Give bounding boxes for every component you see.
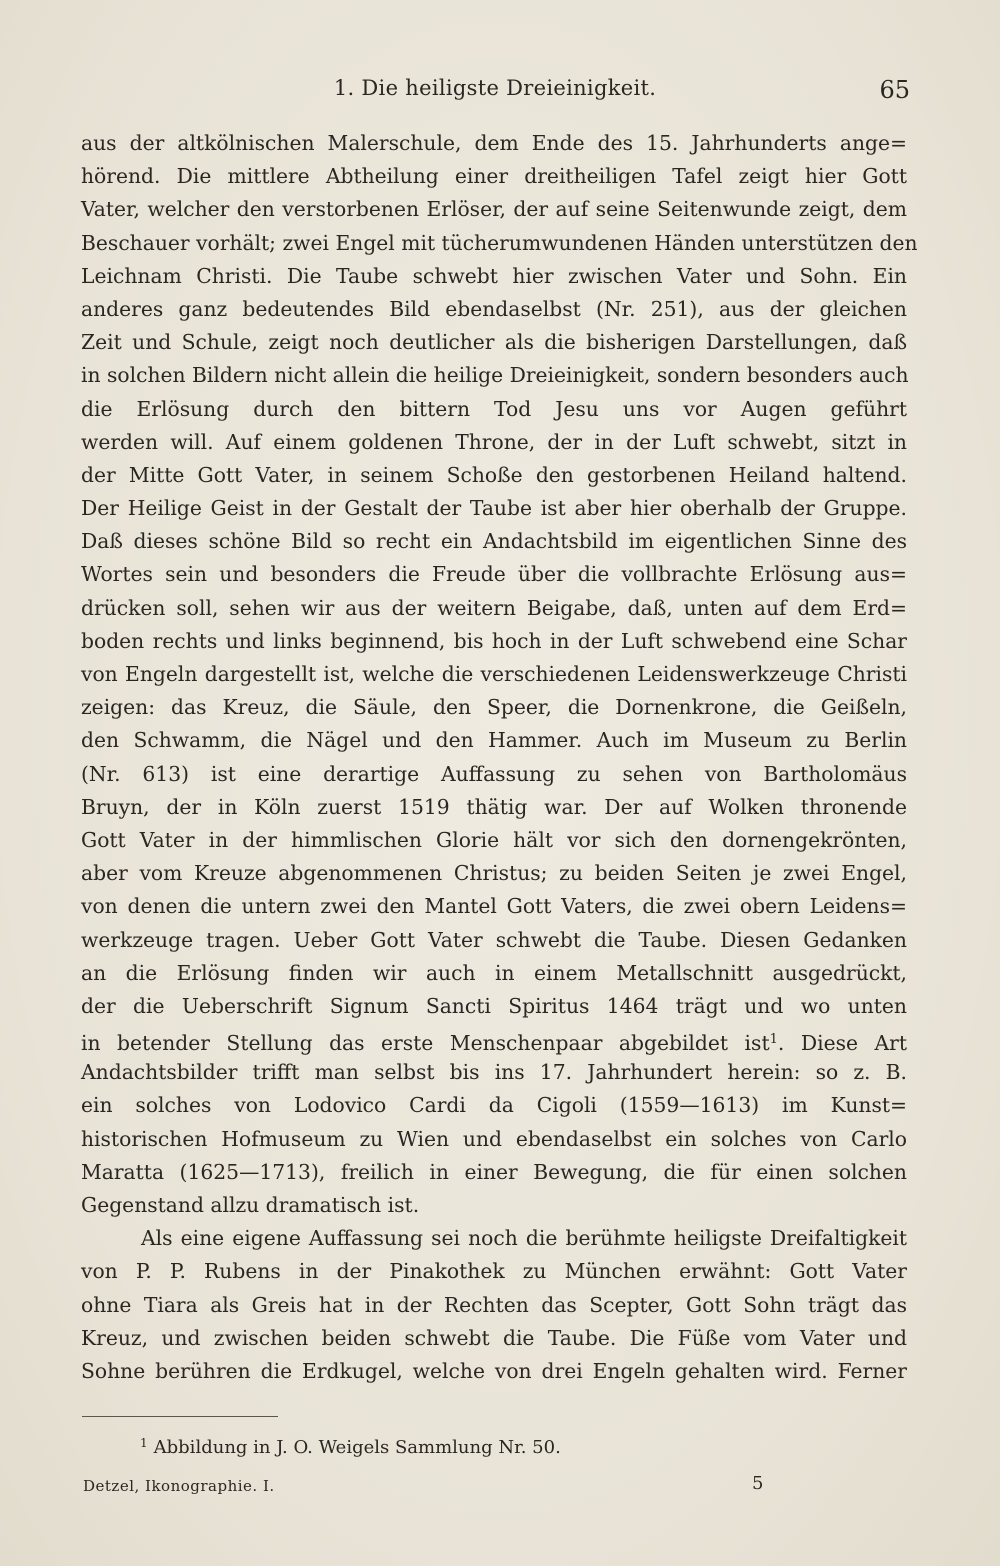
footnote <box>140 1436 561 1458</box>
text-line: von denen die untern zwei den Mantel Gott Vaters, die zwei obern Leidens= <box>81 894 907 919</box>
footnote-rule <box>82 1416 278 1417</box>
text-line: Vater, welcher den verstorbenen Erlöser, der auf seine Seitenwunde zeigt, dem <box>81 197 907 222</box>
text-line: Zeit und Schule, zeigt noch deutlicher als die bisherigen Darstellungen, daß <box>81 330 907 355</box>
text-line: Gott Vater in der himmlischen Glorie hält vor sich den dornengekrönten, <box>81 827 907 852</box>
text-line: Beschauer vorhält; zwei Engel mit tücherumwundenen Händen unterstützen den <box>81 230 918 255</box>
text-line-with-footnote-ref <box>81 1023 907 1056</box>
text-line: Andachtsbilder trifft man selbst bis ins 17. Jahrhundert herein: so z. B. <box>81 1060 907 1085</box>
text-line: der die Ueberschrift Signum Sancti Spiritus 1464 trägt und wo unten <box>81 993 907 1018</box>
text-line: Maratta (1625—1713), freilich in einer Bewegung, die für einen solchen <box>81 1159 907 1184</box>
text-line: Wortes sein und besonders die Freude über die vollbrachte Erlösung aus= <box>81 562 907 587</box>
text-line: (Nr. 613) ist eine derartige Auffassung zu sehen von Bartholomäus <box>81 761 907 786</box>
text-line: Kreuz, und zwischen beiden schwebt die Taube. Die Füße vom Vater und <box>81 1325 907 1350</box>
running-head: 1. Die heiligste Dreieinigkeit. <box>333 76 657 100</box>
signature-number: 5 <box>752 1473 764 1494</box>
text-line: Bruyn, der in Köln zuerst 1519 thätig war. Der auf Wolken thronende <box>81 794 907 819</box>
printer-signature: Detzel, Ikonographie. I. <box>83 1477 275 1495</box>
text-segment: . Diese Art <box>777 1031 907 1056</box>
text-line: anderes ganz bedeutendes Bild ebendaselbst (Nr. 251), aus der gleichen <box>81 296 907 321</box>
footnote-mark: 1 <box>140 1436 148 1450</box>
text-line: drücken soll, sehen wir aus der weitern Beigabe, daß, unten auf dem Erd= <box>81 595 907 620</box>
text-line: von Engeln dargestellt ist, welche die verschiedenen Leidenswerkzeuge Christi <box>81 662 907 686</box>
text-line: hörend. Die mittlere Abtheilung einer dreitheiligen Tafel zeigt hier Gott <box>81 164 907 189</box>
text-line: Daß dieses schöne Bild so recht ein Andachtsbild im eigentlichen Sinne des <box>81 529 907 554</box>
text-line: der Mitte Gott Vater, in seinem Schoße den gestorbenen Heiland haltend. <box>81 462 907 487</box>
text-segment: in betender Stellung das erste Menschenpaar abgebildet ist <box>81 1031 770 1056</box>
page-number: 65 <box>879 76 910 104</box>
page-header <box>80 76 910 110</box>
text-line: aus der altkölnischen Malerschule, dem Ende des 15. Jahrhunderts ange= <box>81 131 907 155</box>
text-line: zeigen: das Kreuz, die Säule, den Speer, die Dornenkrone, die Geißeln, <box>81 695 907 720</box>
text-line: Der Heilige Geist in der Gestalt der Taube ist aber hier oberhalb der Gruppe. <box>81 496 907 521</box>
text-line: in solchen Bildern nicht allein die heilige Dreieinigkeit, sondern besonders auch <box>81 363 909 388</box>
text-line: werden will. Auf einem goldenen Throne, der in der Luft schwebt, sitzt in <box>81 429 907 454</box>
text-line: den Schwamm, die Nägel und den Hammer. Auch im Museum zu Berlin <box>81 728 907 753</box>
text-line: aber vom Kreuze abgenommenen Christus; zu beiden Seiten je zwei Engel, <box>81 861 907 886</box>
text-line: werkzeuge tragen. Ueber Gott Vater schwebt die Taube. Diesen Gedanken <box>81 927 907 952</box>
body-text <box>81 127 918 1388</box>
text-line: von P. P. Rubens in der Pinakothek zu München erwähnt: Gott Vater <box>81 1259 907 1284</box>
text-line: Gegenstand allzu dramatisch ist. <box>81 1193 420 1217</box>
footnote-reference: 1 <box>769 1032 778 1048</box>
text-line: Leichnam Christi. Die Taube schwebt hier zwischen Vater und Sohn. Ein <box>81 263 907 288</box>
text-line: boden rechts und links beginnend, bis hoch in der Luft schwebend eine Schar <box>81 628 907 653</box>
text-line: historischen Hofmuseum zu Wien und ebendaselbst ein solches von Carlo <box>81 1126 907 1151</box>
text-line: an die Erlösung finden wir auch in einem Metallschnitt ausgedrückt, <box>81 960 907 985</box>
paragraph-first-line: Als eine eigene Auffassung sei noch die berühmte heiligste Dreifaltigkeit <box>141 1226 907 1251</box>
text-line: ohne Tiara als Greis hat in der Rechten das Scepter, Gott Sohn trägt das <box>81 1292 907 1317</box>
text-line: ein solches von Lodovico Cardi da Cigoli (1559—1613) im Kunst= <box>81 1093 907 1118</box>
footnote-text: Abbildung in J. O. Weigels Sammlung Nr. 50. <box>153 1437 561 1458</box>
text-line: Sohne berühren die Erdkugel, welche von drei Engeln gehalten wird. Ferner <box>81 1358 907 1383</box>
text-line: die Erlösung durch den bittern Tod Jesu uns vor Augen geführt <box>81 396 907 421</box>
